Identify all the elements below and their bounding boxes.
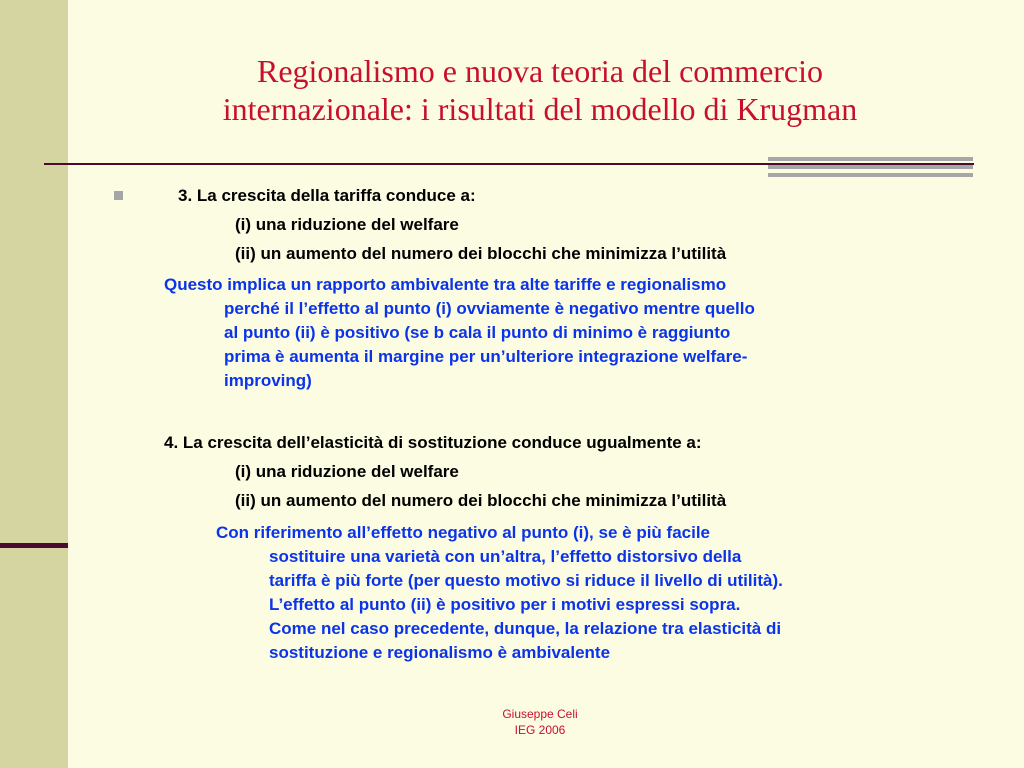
sidebar-band bbox=[0, 0, 68, 768]
note-3-line-5: improving) bbox=[224, 371, 312, 390]
note-4-line-6: sostituzione e regionalismo è ambivalente bbox=[269, 643, 611, 662]
title-line-2: internazionale: i risultati del modello di Krugman bbox=[222, 91, 858, 127]
note-3-line-4: prima è aumenta il margine per un’ulteriore integrazione welfare- bbox=[224, 347, 748, 366]
point-4-item-1: (i) una riduzione del welfare bbox=[235, 462, 459, 481]
note-4-line-4: L’effetto al punto (ii) è positivo per i motivi espressi sopra. bbox=[269, 595, 741, 614]
slide-title bbox=[100, 52, 980, 128]
point-4-heading: 4. La crescita dell’elasticità di sostituzione conduce ugualmente a: bbox=[164, 433, 702, 452]
square-bullet-icon bbox=[114, 191, 123, 200]
divider-decoration bbox=[768, 157, 973, 179]
note-4-line-5: Come nel caso precedente, dunque, la relazione tra elasticità di bbox=[269, 619, 782, 638]
point-3-heading: 3. La crescita della tariffa conduce a: bbox=[178, 186, 476, 205]
point-3-item-1: (i) una riduzione del welfare bbox=[235, 215, 459, 234]
point-4-item-2: (ii) un aumento del numero dei blocchi che minimizza l’utilità bbox=[235, 491, 727, 510]
footer-event: IEG 2006 bbox=[514, 723, 566, 737]
note-4-line-3: tariffa è più forte (per questo motivo si riduce il livello di utilità). bbox=[269, 571, 783, 590]
note-3-line-2: perché il l’effetto al punto (i) ovviamente è negativo mentre quello bbox=[224, 299, 755, 318]
sidebar-accent-bar bbox=[0, 543, 68, 548]
note-3-line-1: Questo implica un rapporto ambivalente tra alte tariffe e regionalismo bbox=[164, 275, 727, 294]
slide-footer bbox=[470, 706, 610, 738]
title-line-1: Regionalismo e nuova teoria del commercio bbox=[256, 53, 824, 89]
note-3-line-3: al punto (ii) è positivo (se b cala il punto di minimo è raggiunto bbox=[224, 323, 731, 342]
note-4-line-1: Con riferimento all’effetto negativo al punto (i), se è più facile bbox=[216, 523, 711, 542]
footer-author: Giuseppe Celi bbox=[502, 707, 578, 721]
note-4-line-2: sostituire una varietà con un’altra, l’effetto distorsivo della bbox=[269, 547, 742, 566]
point-3-item-2: (ii) un aumento del numero dei blocchi che minimizza l’utilità bbox=[235, 244, 727, 263]
